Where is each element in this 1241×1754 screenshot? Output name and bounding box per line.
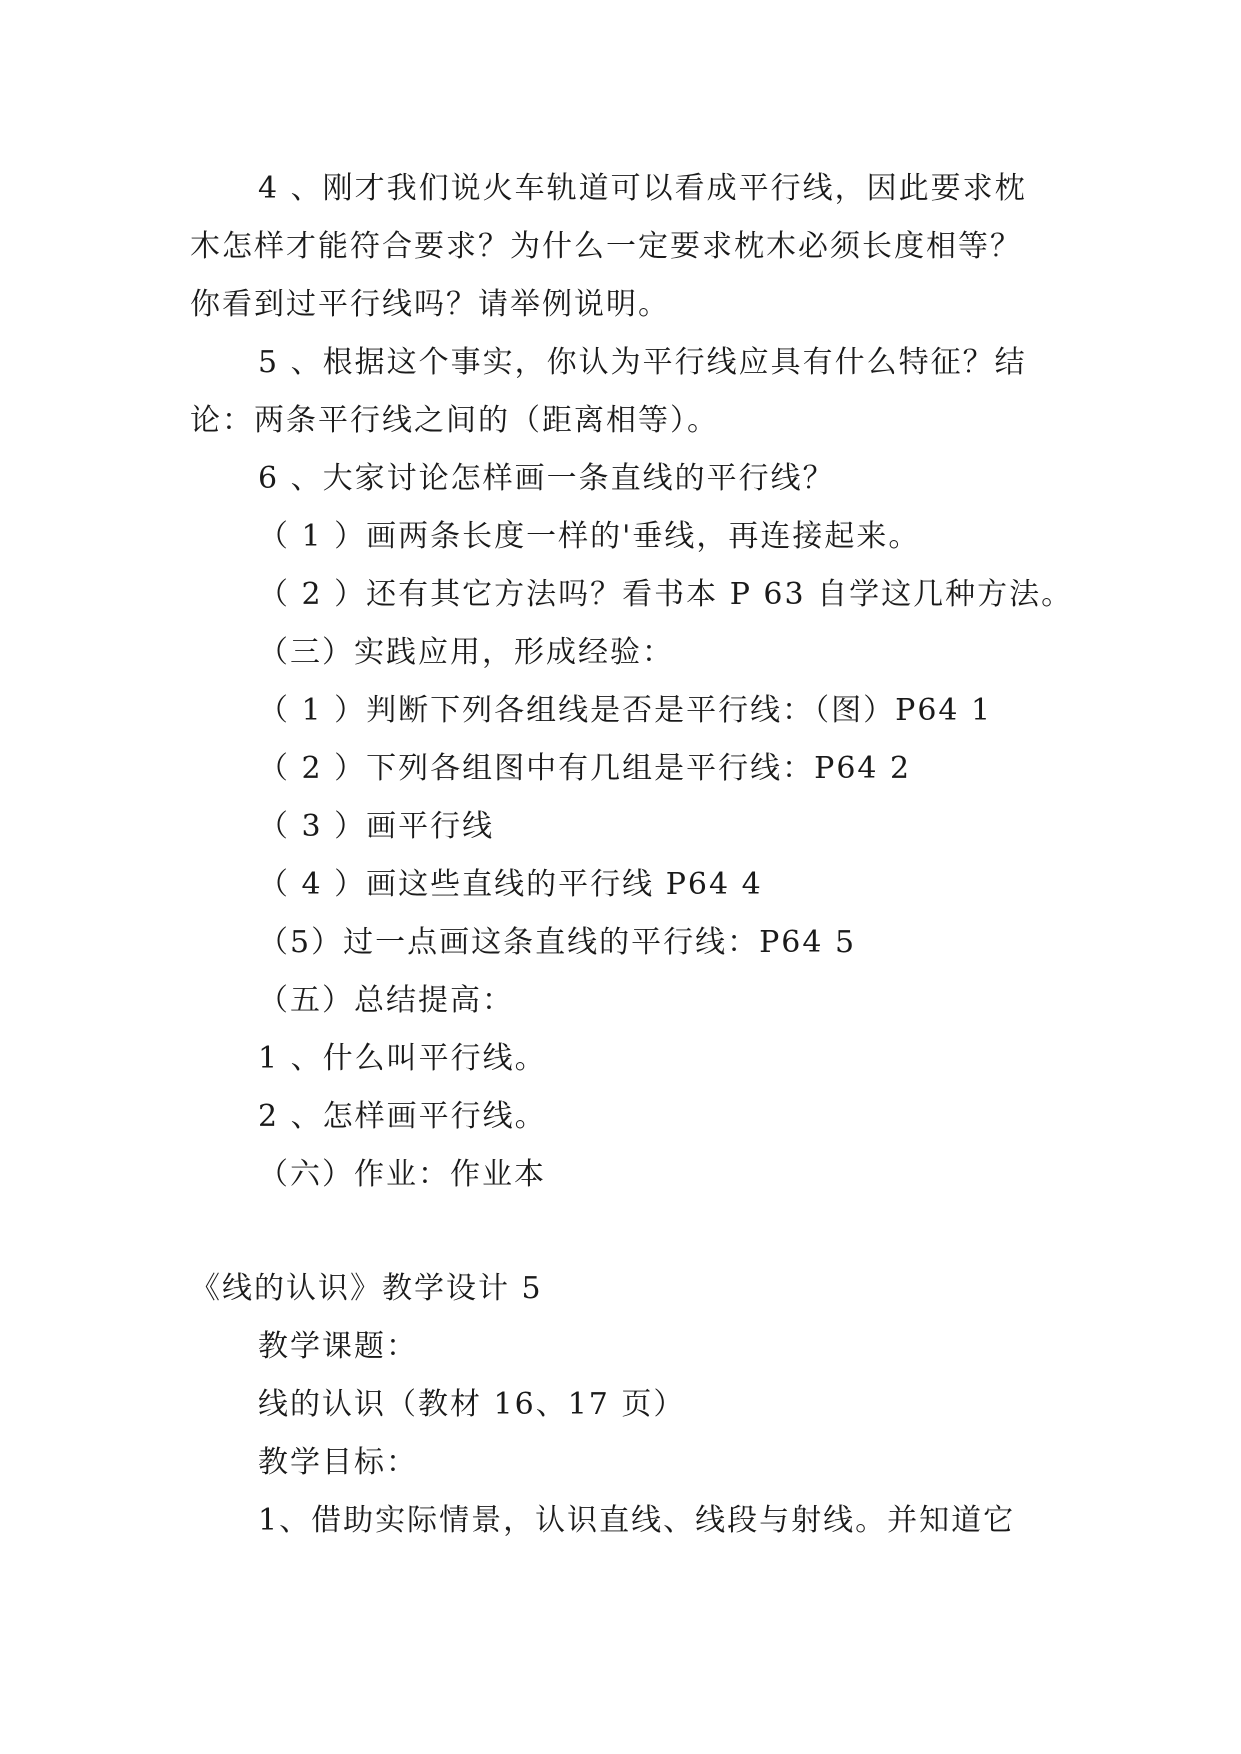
paragraph-line: 线的认识（教材 16、17 页） [258, 1387, 686, 1422]
paragraph-line: 教学目标： [258, 1445, 418, 1480]
paragraph-line: 教学课题： [258, 1329, 418, 1364]
list-item: （ 2 ）还有其它方法吗？看书本 P 63 自学这几种方法。 [258, 577, 1074, 612]
paragraph-line: 5 、根据这个事实，你认为平行线应具有什么特征？结 [258, 345, 1027, 380]
document-body [190, 160, 1080, 1550]
list-item: （ 2 ）下列各组图中有几组是平行线：P64 2 [258, 751, 912, 786]
list-item: （ 1 ）判断下列各组线是否是平行线：（图）P64 1 [258, 693, 993, 728]
paragraph-line: 木怎样才能符合要求？为什么一定要求枕木必须长度相等？ [190, 229, 1022, 264]
list-item: 2 、怎样画平行线。 [258, 1099, 547, 1134]
paragraph-line: 你看到过平行线吗？请举例说明。 [190, 287, 670, 322]
section-heading: （五）总结提高： [258, 983, 514, 1018]
list-item: （ 3 ）画平行线 [258, 809, 495, 844]
section-heading: （六）作业：作业本 [258, 1157, 546, 1192]
paragraph-line: 6 、大家讨论怎样画一条直线的平行线？ [258, 461, 835, 496]
list-item: 1 、什么叫平行线。 [258, 1041, 547, 1076]
paragraph-gap [190, 1204, 1080, 1260]
list-item: （5）过一点画这条直线的平行线：P64 5 [258, 925, 857, 960]
list-item: （ 1 ）画两条长度一样的'垂线，再连接起来。 [258, 519, 921, 554]
paragraph-line: 1、借助实际情景，认识直线、线段与射线。并知道它 [258, 1503, 1016, 1538]
list-item: （ 4 ）画这些直线的平行线 P64 4 [258, 867, 763, 902]
section-heading: （三）实践应用，形成经验： [258, 635, 674, 670]
document-section-title: 《线的认识》教学设计 5 [190, 1271, 543, 1306]
paragraph-line: 4 、刚才我们说火车轨道可以看成平行线，因此要求枕 [258, 171, 1027, 206]
paragraph-line: 论：两条平行线之间的（距离相等）。 [190, 403, 719, 438]
